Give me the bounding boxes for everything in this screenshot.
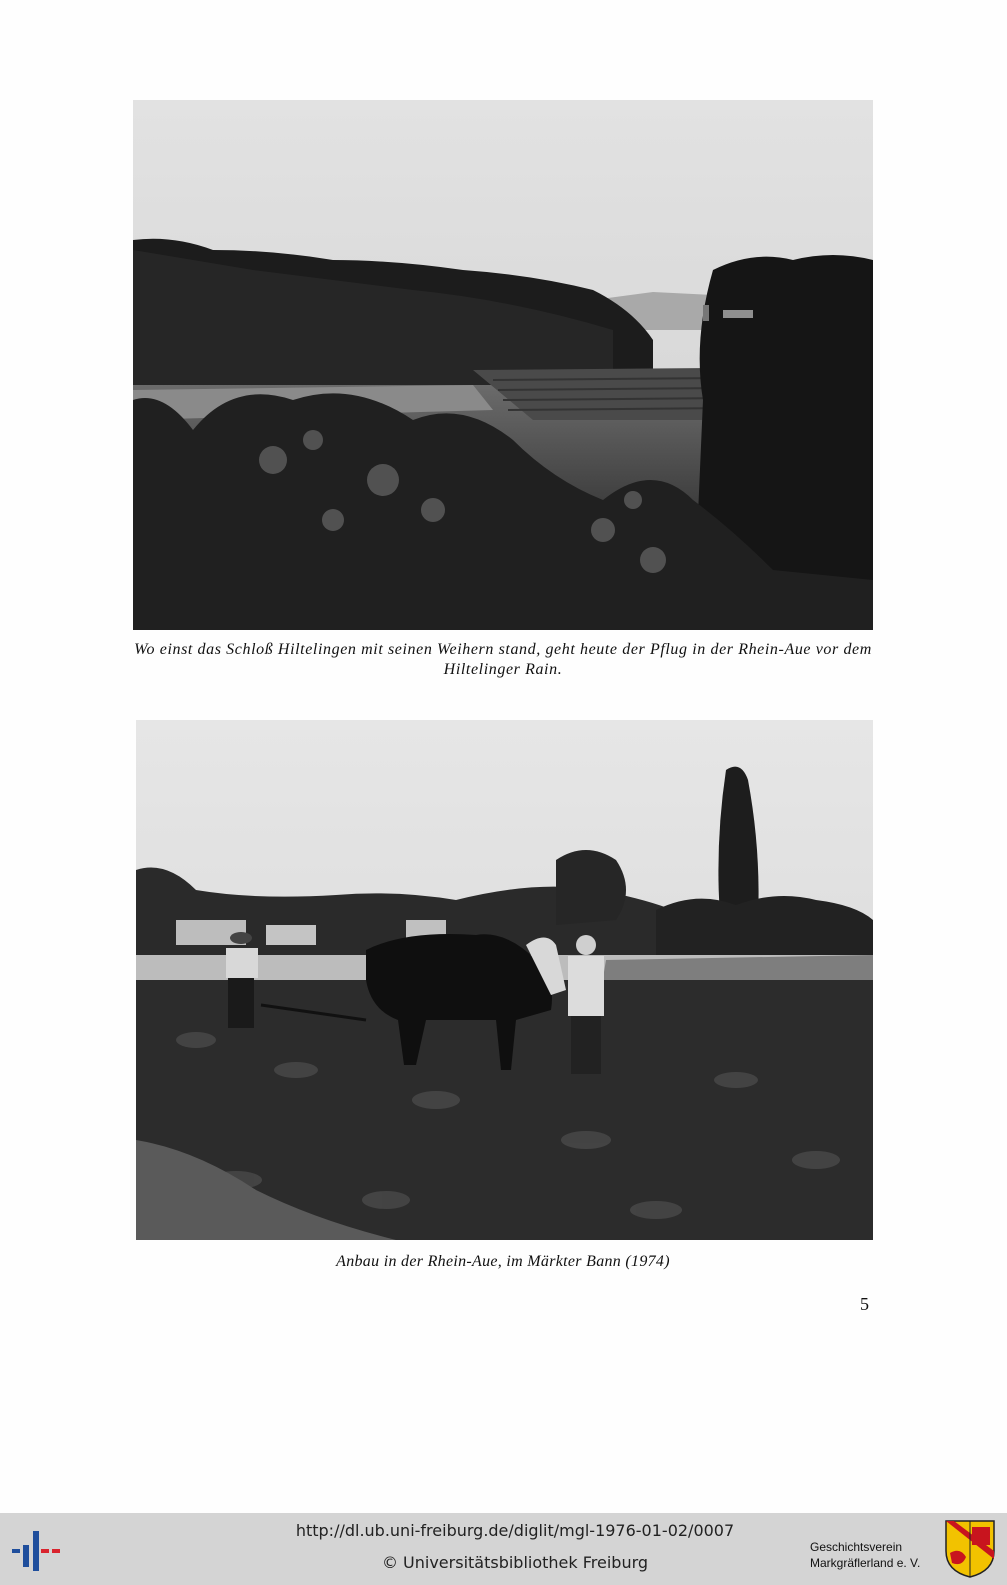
page-number: 5: [860, 1294, 869, 1314]
society-name-line1: Geschichtsverein: [810, 1540, 903, 1554]
footer-url-link[interactable]: http://dl.ub.uni-freiburg.de/diglit/mgl-1976-01-02/0007: [295, 1521, 735, 1540]
society-name: [810, 1539, 940, 1571]
society-name-line2: Markgräflerland e. V.: [810, 1556, 921, 1570]
landscape-photo: [133, 100, 873, 630]
farming-photo: [136, 720, 873, 1240]
footer-copyright: © Universitätsbibliothek Freiburg: [381, 1553, 649, 1572]
footer-bar: [0, 1513, 1007, 1585]
ub-freiburg-logo-icon: [12, 1531, 62, 1571]
photo-caption-1: Wo einst das Schloß Hiltelingen mit seinen Weihern stand, geht heute der Pflug in der Rhein-Aue vor dem Hiltelinger Rain.: [134, 641, 872, 678]
coat-of-arms-icon: [944, 1519, 996, 1579]
photo-caption-2: Anbau in der Rhein-Aue, im Märkter Bann (1974): [336, 1253, 670, 1270]
